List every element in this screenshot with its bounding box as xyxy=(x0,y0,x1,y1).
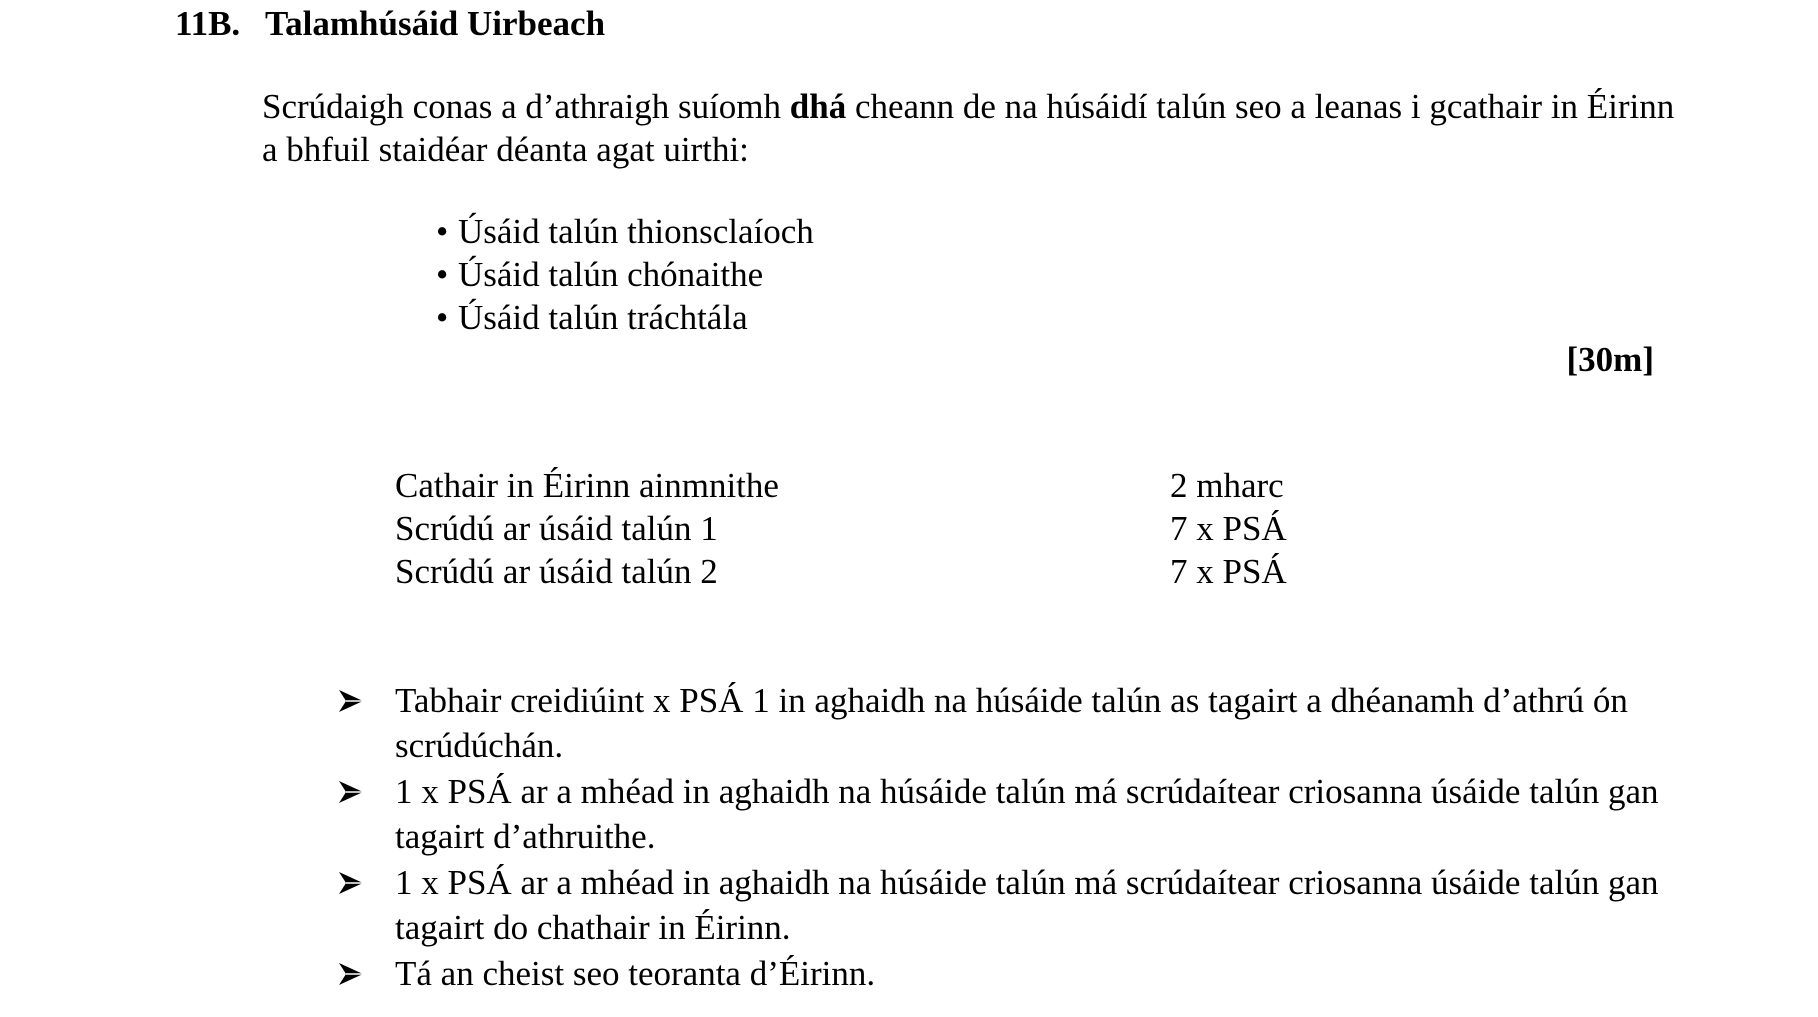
note-text: Tabhair creidiúint x PSÁ 1 in aghaidh na húsáide talún as tagairt a dhéanamh d’athrú ón scrúdúchán. xyxy=(395,681,1628,765)
list-item xyxy=(436,210,814,253)
note-text: 1 x PSÁ ar a mhéad in aghaidh na húsáide talún má scrúdaítear criosanna úsáide talún gan tagairt d’athruithe. xyxy=(395,772,1659,856)
option-label: Úsáid talún tráchtála xyxy=(458,298,748,337)
scheme-marks: 7 x PSÁ xyxy=(1170,509,1287,548)
scheme-marks: 7 x PSÁ xyxy=(1170,552,1287,591)
note-item xyxy=(338,678,1698,768)
bullet-icon: • xyxy=(436,298,449,337)
note-item xyxy=(338,769,1698,859)
arrow-bullet-icon xyxy=(338,962,364,986)
total-marks: [30m] xyxy=(1566,340,1654,379)
note-text: Tá an cheist seo teoranta d’Éirinn. xyxy=(395,954,876,993)
list-item xyxy=(436,253,814,296)
question-number: 11B. xyxy=(175,4,241,43)
land-use-options xyxy=(436,210,814,339)
scheme-row xyxy=(395,550,1287,593)
marking-notes xyxy=(338,678,1698,997)
prompt-emphasis: dhá xyxy=(789,87,847,126)
scheme-row xyxy=(395,507,1287,550)
option-label: Úsáid talún thionsclaíoch xyxy=(458,212,814,251)
marking-scheme xyxy=(395,464,1287,593)
prompt-text-after: cheann de na húsáidí talún seo a leanas i gcathair in Éirinn a bhfuil staidéar déanta agat uirthi: xyxy=(262,87,1675,169)
question-title: Talamhúsáid Uirbeach xyxy=(265,4,606,43)
arrow-bullet-icon xyxy=(338,871,364,895)
bullet-icon: • xyxy=(436,212,449,251)
scheme-item: Scrúdú ar úsáid talún 2 xyxy=(395,552,718,591)
question-prompt xyxy=(262,85,1682,171)
arrow-bullet-icon xyxy=(338,780,364,804)
note-item xyxy=(338,951,1698,996)
scheme-item: Scrúdú ar úsáid talún 1 xyxy=(395,509,718,548)
scheme-item: Cathair in Éirinn ainmnithe xyxy=(395,466,779,505)
prompt-text-before: Scrúdaigh conas a d’athraigh suíomh xyxy=(262,87,790,126)
note-item xyxy=(338,860,1698,950)
list-item xyxy=(436,296,814,339)
scheme-marks: 2 mharc xyxy=(1170,466,1284,505)
option-label: Úsáid talún chónaithe xyxy=(458,255,764,294)
question-heading xyxy=(175,4,605,44)
arrow-bullet-icon xyxy=(338,689,364,713)
note-text: 1 x PSÁ ar a mhéad in aghaidh na húsáide talún má scrúdaítear criosanna úsáide talún gan tagairt do chathair in Éirinn. xyxy=(395,863,1659,947)
scheme-row xyxy=(395,464,1284,507)
bullet-icon: • xyxy=(436,255,449,294)
